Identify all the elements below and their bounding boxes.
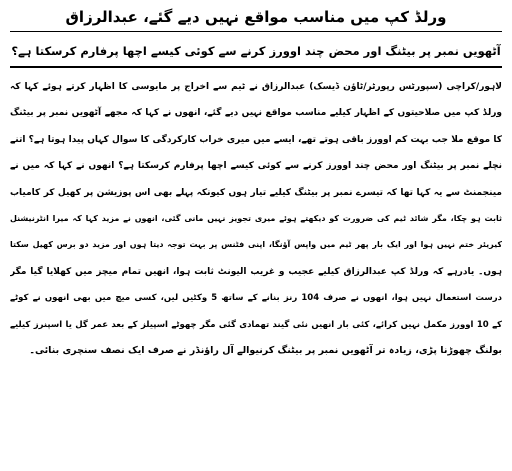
headline-primary: ورلڈ کپ میں مناسب مواقع نہیں دیے گئے، عبدالرزاق — [65, 8, 447, 26]
body-line: مینجمنٹ سے یہ کہا تھا کہ تیسرے نمبر پر بیٹنگ کیلیے تیار ہوں کیونکہ پہلے بھی اس پوزیشن پر کھیل کر کامیاب — [10, 187, 502, 198]
body-line: لاہور/کراچی (سپورٹس رپورٹر/ٹاؤن ڈیسک) عبدالرزاق نے ٹیم سے اخراج پر مایوسی کا اظہار کرتے ہوئے کہا کہ — [10, 82, 502, 92]
body-line: ثابت ہو چکا، مگر شائد ٹیم کی ضرورت کو دیکھتے ہوئے میری تجویز نہیں مانی گئی، انھوں نے مزید کہا کہ میرا انٹرنیشنل — [10, 214, 502, 224]
headline-divider-bottom — [10, 66, 502, 68]
headline-secondary: آٹھویں نمبر پر بیٹنگ اور محض چند اوورز کرنے سے کوئی کیسے اچھا پرفارم کرسکتا ہے؟ — [11, 44, 501, 58]
body-line: درست استعمال نہیں ہوا، انھوں نے صرف 104 رنز بنانے کے ساتھ 5 وکٹیں لیں، کسی میچ میں بھی انھوں نے کوٹے — [10, 293, 502, 304]
body-line: کیریئر ختم نہیں ہوا اور ایک بار پھر ٹیم میں واپس آؤنگا، اپنی فٹنس پر بہت توجہ دیتا ہوں اور مزید دو برس کھیل سکتا — [10, 240, 502, 250]
headline-divider-top — [10, 31, 502, 32]
body-line: کا موقع ملا جب بہت کم اوورز باقی ہوتے تھے، ایسے میں میری خراب کارکردگی کا سوال کہاں پیدا ہوتا ہے؟ اتنے — [10, 134, 502, 145]
body-line: بولنگ چھوڑنا پڑی، زیادہ تر آٹھویں نمبر پر بیٹنگ کرنیوالے آل راؤنڈر نے صرف ایک نصف سنچری بنائی۔ — [29, 345, 502, 357]
body-line: کے 10 اوورز مکمل نہیں کرائے، کئی بار انھیں نئی گیند تھمادی گئی مگر چھوٹے اسپیلز کے بعد عمر گل یا اسپنرز کیلیے — [10, 319, 502, 330]
article-body — [10, 74, 502, 364]
body-line: نچلے نمبر پر بیٹنگ اور محض چند اوورز کرنے سے کوئی کیسے اچھا پرفارم کرسکتا ہے؟ انھوں نے کہا کہ میں نے — [10, 161, 502, 172]
body-line: ورلڈ کپ میں صلاحیتوں کے اظہار کیلیے مناسب مواقع نہیں دیے گئے، انھوں نے کہا کہ مجھے آٹھویں نمبر پر بیٹنگ — [10, 108, 502, 119]
body-line: ہوں۔ یادرہے کہ ورلڈ کپ عبدالرزاق کیلیے عجیب و غریب الیونٹ ثابت ہوا، انھیں تمام میچز میں کھلایا گیا مگر — [10, 266, 502, 277]
